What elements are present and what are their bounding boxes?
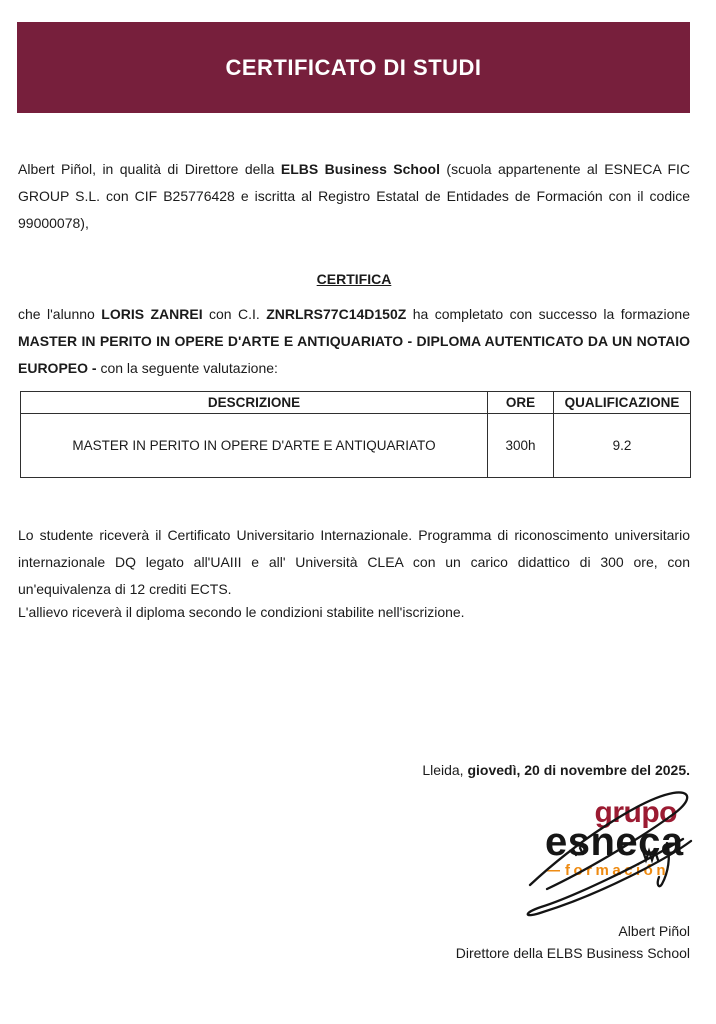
statement-text-4: con la seguente valutazione: xyxy=(96,360,278,376)
statement-paragraph xyxy=(18,301,690,382)
certifica-heading: CERTIFICA xyxy=(316,271,392,287)
signatory-role: Direttore della ELBS Business School xyxy=(455,945,690,961)
student-name: LORIS ZANREI xyxy=(101,306,203,322)
grades-table-header-row xyxy=(21,392,691,414)
recognition-paragraph: Lo studente riceverà il Certificato Universitario Internazionale. Programma di riconoscimento universitario internazionale DQ legato all'UAIII e all' Università CLEA con un carico didattico di 300 ore, con un'equivalenza di 12 crediti ECTS. xyxy=(18,527,690,597)
logo-dash: — xyxy=(545,862,560,879)
logo-word-esneca: esneca xyxy=(545,820,684,864)
grades-table-head xyxy=(21,392,691,414)
column-header-qualificazione: QUALIFICAZIONE xyxy=(554,392,691,414)
grades-table-body xyxy=(21,414,691,478)
grupo-esneca-logo xyxy=(545,796,684,879)
statement-text-3: ha completato con successo la formazione xyxy=(406,306,690,322)
cell-course-description: MASTER IN PERITO IN OPERE D'ARTE E ANTIQUARIATO xyxy=(21,414,488,478)
table-row xyxy=(21,414,691,478)
student-fiscal-code: ZNRLRS77C14D150Z xyxy=(266,306,407,322)
intro-text-1: Albert Piñol, in qualità di Direttore della xyxy=(18,161,281,177)
column-header-ore: ORE xyxy=(488,392,554,414)
certificate-title: CERTIFICATO DI STUDI xyxy=(225,54,482,80)
statement-text-2: con C.I. xyxy=(202,306,267,322)
logo-word-grupo: grupo xyxy=(594,796,677,829)
cell-hours: 300h xyxy=(488,414,554,478)
date-value: giovedì, 20 di novembre del 2025. xyxy=(467,762,690,778)
cell-grade: 9.2 xyxy=(554,414,691,478)
logo-formacion-text: formación xyxy=(565,862,670,879)
intro-paragraph xyxy=(18,156,690,237)
column-header-descrizione: DESCRIZIONE xyxy=(21,392,488,414)
conditions-paragraph: L'allievo riceverà il diploma secondo le condizioni stabilite nell'iscrizione. xyxy=(18,604,465,620)
intro-text-2: (scuola appartenente al ESNECA FIC GROUP S.L. con CIF B25776428 e iscritta al Registro Estatal de Entidades de Formación con il codice 99000078), xyxy=(18,161,690,231)
logo-word-formacion xyxy=(545,862,683,879)
signatory-name: Albert Piñol xyxy=(618,923,690,939)
date-line xyxy=(422,762,690,778)
statement-text-1: che l'alunno xyxy=(18,306,102,322)
school-name: ELBS Business School xyxy=(280,161,440,177)
grades-table xyxy=(20,391,691,478)
date-place: Lleida, xyxy=(422,762,468,778)
course-title: MASTER IN PERITO IN OPERE D'ARTE E ANTIQUARIATO - DIPLOMA AUTENTICATO DA UN NOTAIO EUROPEO - xyxy=(18,333,690,376)
certificate-header-bar xyxy=(17,22,690,113)
signatory-block xyxy=(456,920,690,964)
